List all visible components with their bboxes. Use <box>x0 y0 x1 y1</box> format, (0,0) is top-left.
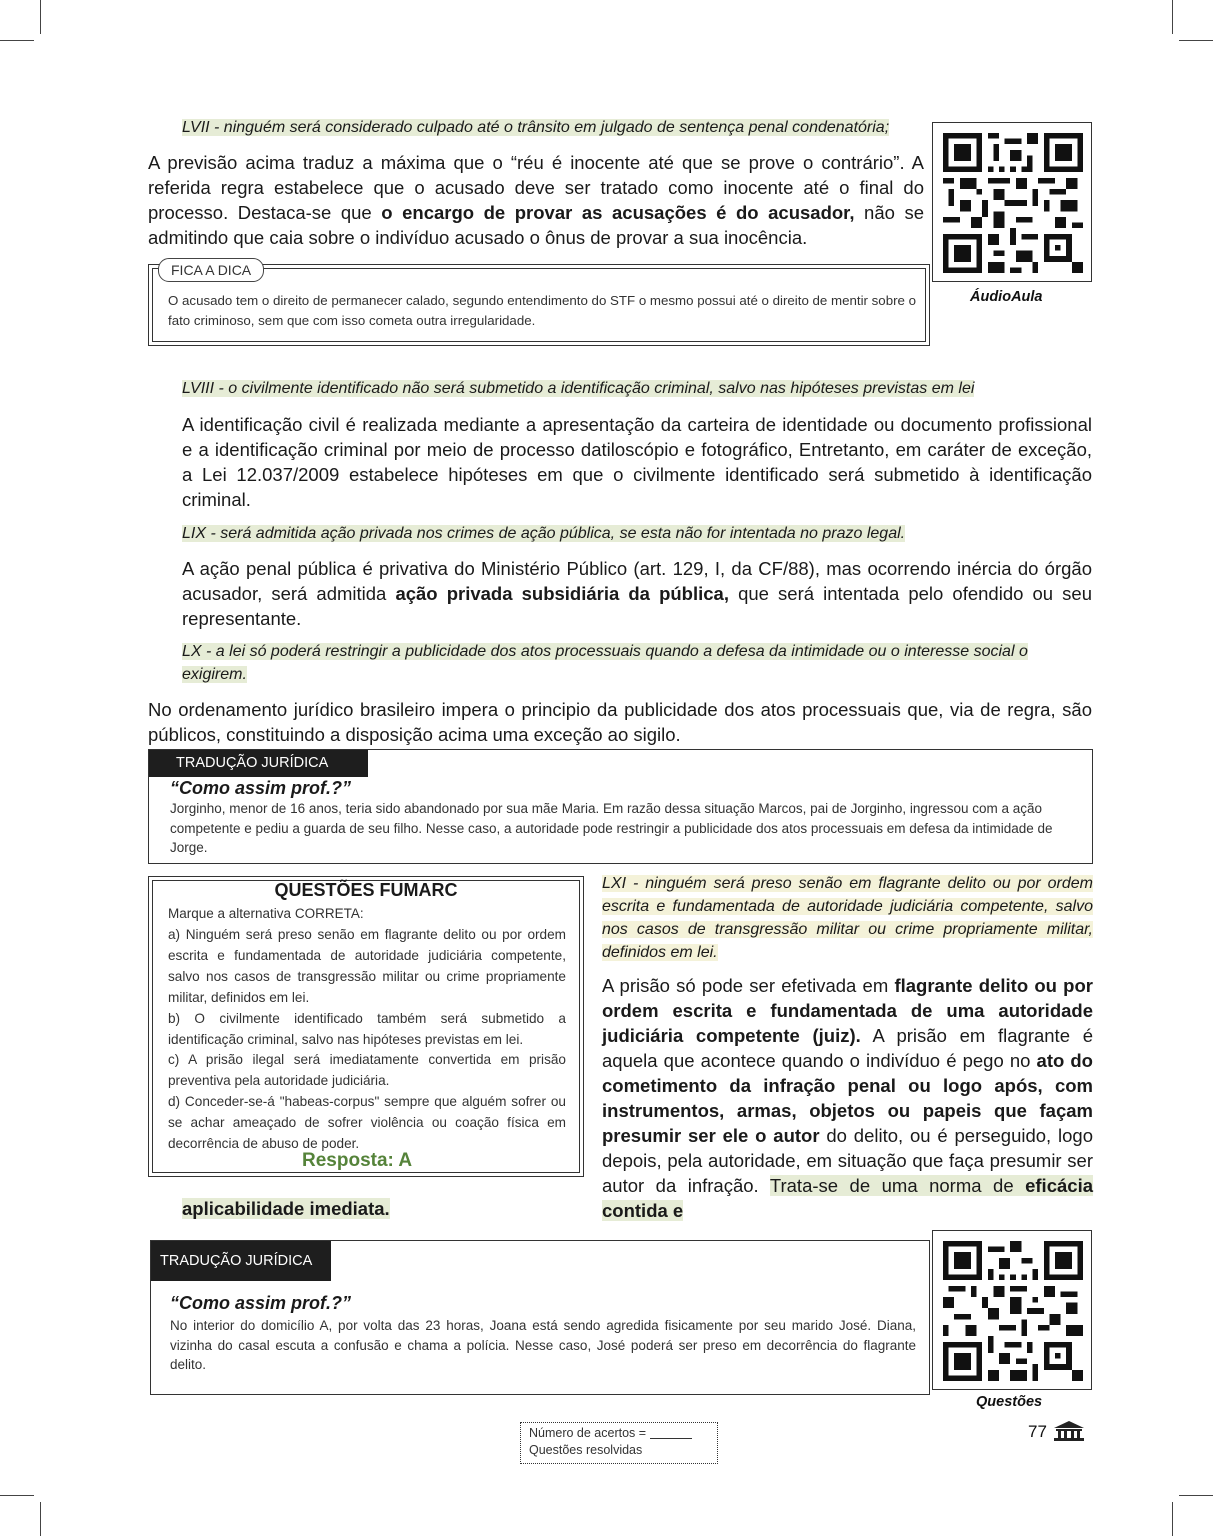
traducao-juridica-text-1: Jorginho, menor de 16 anos, teria sido abandonado por sua mãe Maria. Em razão dessa situação Marcos, pai de Jorginho, ingressou com a ação competente e pediu a guarda de seu filho. Nesse caso, a autoridade pode restringir a publicidade dos atos processuais em defesa da intimidade de Jorge. <box>170 801 1053 855</box>
qr-code-icon <box>943 133 1083 273</box>
score-line-acertos: Número de acertos = <box>529 1426 692 1440</box>
qr-caption-questoes: Questões <box>976 1394 1043 1410</box>
paragraph-lxi <box>602 973 1093 1223</box>
law-lxi: LXI - ninguém será preso senão em flagrante delito ou por ordem escrita e fundamentada de autoridade judiciária competente, salvo nos casos de transgressão militar ou crime propriamente militar, definidos em lei. <box>602 875 1093 961</box>
question-option[interactable]: c) A prisão ilegal será imediatamente convertida em prisão preventiva pela autoridade judiciária. <box>168 1052 566 1089</box>
text-segment: A previsão acima traduz a máxima que o “réu é inocente até que se prove o contrário”. A referida regra estabelece que o acusado deve ser tratado como inocente até o final do processo. Destaca-se que <box>148 152 924 223</box>
text-segment: Trata-se de uma norma de <box>769 1175 1026 1196</box>
fica-a-dica-label: FICA A DICA <box>158 258 264 282</box>
text-segment: não se admitindo que caia sobre o indivíduo acusado o ônus de provar a sua inocência. <box>148 202 924 248</box>
crop-mark <box>1172 0 1173 34</box>
traducao-juridica-label-1: TRADUÇÃO JURÍDICA <box>149 750 368 777</box>
score-box <box>520 1422 718 1464</box>
qr-code-audio-aula[interactable] <box>932 122 1092 282</box>
crop-mark <box>1179 40 1213 41</box>
question-option[interactable]: d) Conceder-se-á "habeas-corpus" sempre que alguém sofrer ou se achar ameaçado de sofrer violência ou coação física em decorrência de abuso de poder. <box>168 1094 566 1152</box>
traducao-juridica-text-2: No interior do domicílio A, por volta das 23 horas, Joana está sendo agredida fisicamente por seu marido José. Diana, vizinha do casal escuta a confusão e chama a polícia. Nesse caso, José poderá ser preso em decorrência do flagrante delito. <box>170 1318 916 1372</box>
text-segment: que será intentada pelo ofendido ou seu representante. <box>182 583 1092 629</box>
question-option[interactable]: a) Ninguém será preso senão em flagrante delito ou por ordem escrita e fundamentada de autoridade judiciária competente, salvo nos casos de transgressão militar ou crime propriamente militar, definidos em lei. <box>168 927 566 1005</box>
crop-mark <box>1172 1502 1173 1536</box>
text-segment: ação privada subsidiária da pública, <box>395 583 729 604</box>
law-lvii: LVII - ninguém será considerado culpado até o trânsito em julgado de sentença penal condenatória; <box>182 119 890 136</box>
paragraph-lvii <box>148 150 924 250</box>
traducao-juridica-title-1: “Como assim prof.?” <box>170 778 352 798</box>
paragraph-lix <box>182 556 1092 631</box>
text-segment: ato do cometimento da infração penal ou logo após, com instrumentos, armas, objetos ou papeis que façam presumir ser ele o autor <box>602 1050 1093 1146</box>
paragraph-lviii: A identificação civil é realizada mediante a apresentação da carteira de identidade ou documento profissional e a identificação criminal por meio de processo datiloscópio e fotográfico, Entretanto, em caráter de exceção, a Lei 12.037/2009 estabelece hipóteses em que o civilmente identificado será submetido à identificação criminal. <box>182 414 1092 510</box>
law-lx: LX - a lei só poderá restringir a publicidade dos atos processuais quando a defesa da intimidade ou o interesse social o exigirem. <box>182 643 1028 683</box>
qr-code-icon <box>943 1241 1083 1381</box>
text-segment: A prisão só pode ser efetivada em <box>602 975 895 996</box>
questoes-fumarc-title: QUESTÕES FUMARC <box>274 880 458 900</box>
questoes-fumarc-options <box>168 925 566 1155</box>
crop-mark <box>40 1502 41 1536</box>
crop-mark <box>1179 1495 1213 1496</box>
crop-mark <box>40 0 41 34</box>
fica-a-dica-text: O acusado tem o direito de permanecer calado, segundo entendimento do STF o mesmo possui até o direito de mentir sobre o fato criminoso, sem que com isso cometa outra irregularidade. <box>168 293 917 328</box>
law-lix: LIX - será admitida ação privada nos crimes de ação pública, se esta não for intentada no prazo legal. <box>182 525 906 542</box>
text-segment: A prisão em flagrante é aquela que acontece quando o indivíduo é pego no <box>602 1025 1093 1071</box>
text-segment: flagrante delito ou por ordem escrita e fundamentada de uma autoridade judiciária competente (juiz). <box>602 975 1093 1046</box>
paragraph-lx: No ordenamento jurídico brasileiro impera o principio da publicidade dos atos processuais que, via de regra, são públicos, constituindo a disposição acima uma exceção ao sigilo. <box>148 699 1092 745</box>
text-segment: eficácia contida e <box>602 1175 1093 1221</box>
courthouse-icon <box>1053 1420 1085 1442</box>
questoes-fumarc-answer: Resposta: A <box>302 1150 413 1171</box>
crop-mark <box>0 40 34 41</box>
text-segment: o encargo de provar as acusações é do acusador, <box>381 202 855 223</box>
score-blank[interactable] <box>650 1438 692 1439</box>
score-line-resolvidas: Questões resolvidas <box>529 1443 643 1457</box>
questoes-fumarc-prompt: Marque a alternativa CORRETA: <box>168 906 364 921</box>
law-lviii: LVIII - o civilmente identificado não será submetido a identificação criminal, salvo nas hipóteses previstas em lei <box>182 380 975 397</box>
page-number: 77 <box>1028 1422 1047 1441</box>
text-segment: do delito, ou é perseguido, logo depois, pela autoridade, em situação que faça presumir ser autor da infração. <box>602 1125 1093 1196</box>
qr-caption-audio-aula: ÁudioAula <box>970 289 1043 305</box>
question-option[interactable]: b) O civilmente identificado também será submetido a identificação criminal, salvo nas hipóteses previstas em lei. <box>168 1010 566 1047</box>
crop-mark <box>0 1495 34 1496</box>
traducao-juridica-title-2: “Como assim prof.?” <box>170 1293 352 1313</box>
text-segment: A ação penal pública é privativa do Ministério Público (art. 129, I, da CF/88), mas ocorrendo inércia do órgão acusador, será admitida <box>182 558 1092 604</box>
paragraph-lxi-tail: aplicabilidade imediata. <box>182 1198 390 1219</box>
qr-code-questoes[interactable] <box>932 1230 1092 1390</box>
traducao-juridica-label-2: TRADUÇÃO JURÍDICA <box>151 1241 331 1281</box>
